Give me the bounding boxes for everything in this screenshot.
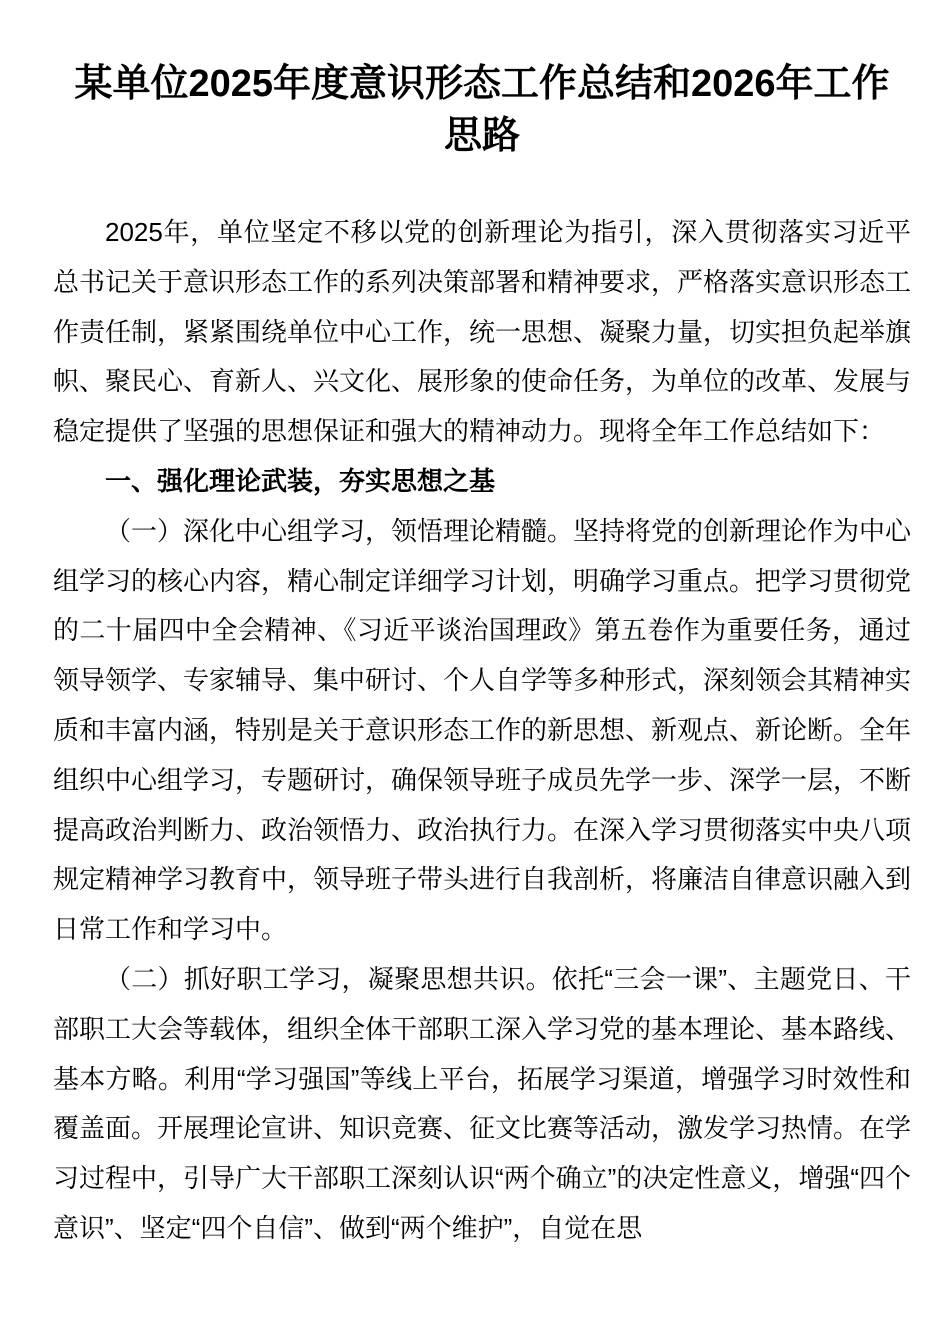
paragraph: （一）深化中心组学习，领悟理论精髓。坚持将党的创新理论作为中心组学习的核心内容，精心制定详细学习计划，明确学习重点。把学习贯彻党的二十届四中全会精神、《习近平谈治国理政》第五卷作为重要任务，通过领导领学、专家辅导、集中研讨、个人自学等多种形式，深刻领会其精神实质和丰富内涵，特别是关于意识形态工作的新思想、新观点、新论断。全年组织中心组学习，专题研讨，确保领导班子成员先学一步、深学一层，不断提高政治判断力、政治领悟力、政治执行力。在深入学习贯彻落实中央八项规定精神学习教育中，领导班子带头进行自我剖析，将廉洁自律意识融入到日常工作和学习中。 (53, 515, 912, 945)
section-heading: 一、强化理论武装，夯实思想之基 (105, 465, 496, 496)
paragraph: 2025年，单位坚定不移以党的创新理论为指引，深入贯彻落实习近平总书记关于意识形态工作的系列决策部署和精神要求，严格落实意识形态工作责任制，紧紧围绕单位中心工作，统一思想、凝聚力量，切实担负起举旗帜、聚民心、育新人、兴文化、展形象的使命任务，为单位的改革、发展与稳定提供了坚强的思想保证和强大的精神动力。现将全年工作总结如下： (53, 217, 912, 447)
paragraph: （二）抓好职工学习，凝聚思想共识。依托“三会一课”、主题党日、干部职工大会等载体，组织全体干部职工深入学习党的基本理论、基本路线、基本方略。利用“学习强国”等线上平台，拓展学习渠道，增强学习时效性和覆盖面。开展理论宣讲、知识竞赛、征文比赛等活动，激发学习热情。在学习过程中，引导广大干部职工深刻认识“两个确立”的决定性意义，增强“四个意识”、坚定“四个自信”、做到“两个维护”，自觉在思 (53, 963, 912, 1243)
document-body (53, 208, 911, 1254)
document-title: 某单位2025年度意识形态工作总结和2026年工作思路 (74, 63, 890, 157)
